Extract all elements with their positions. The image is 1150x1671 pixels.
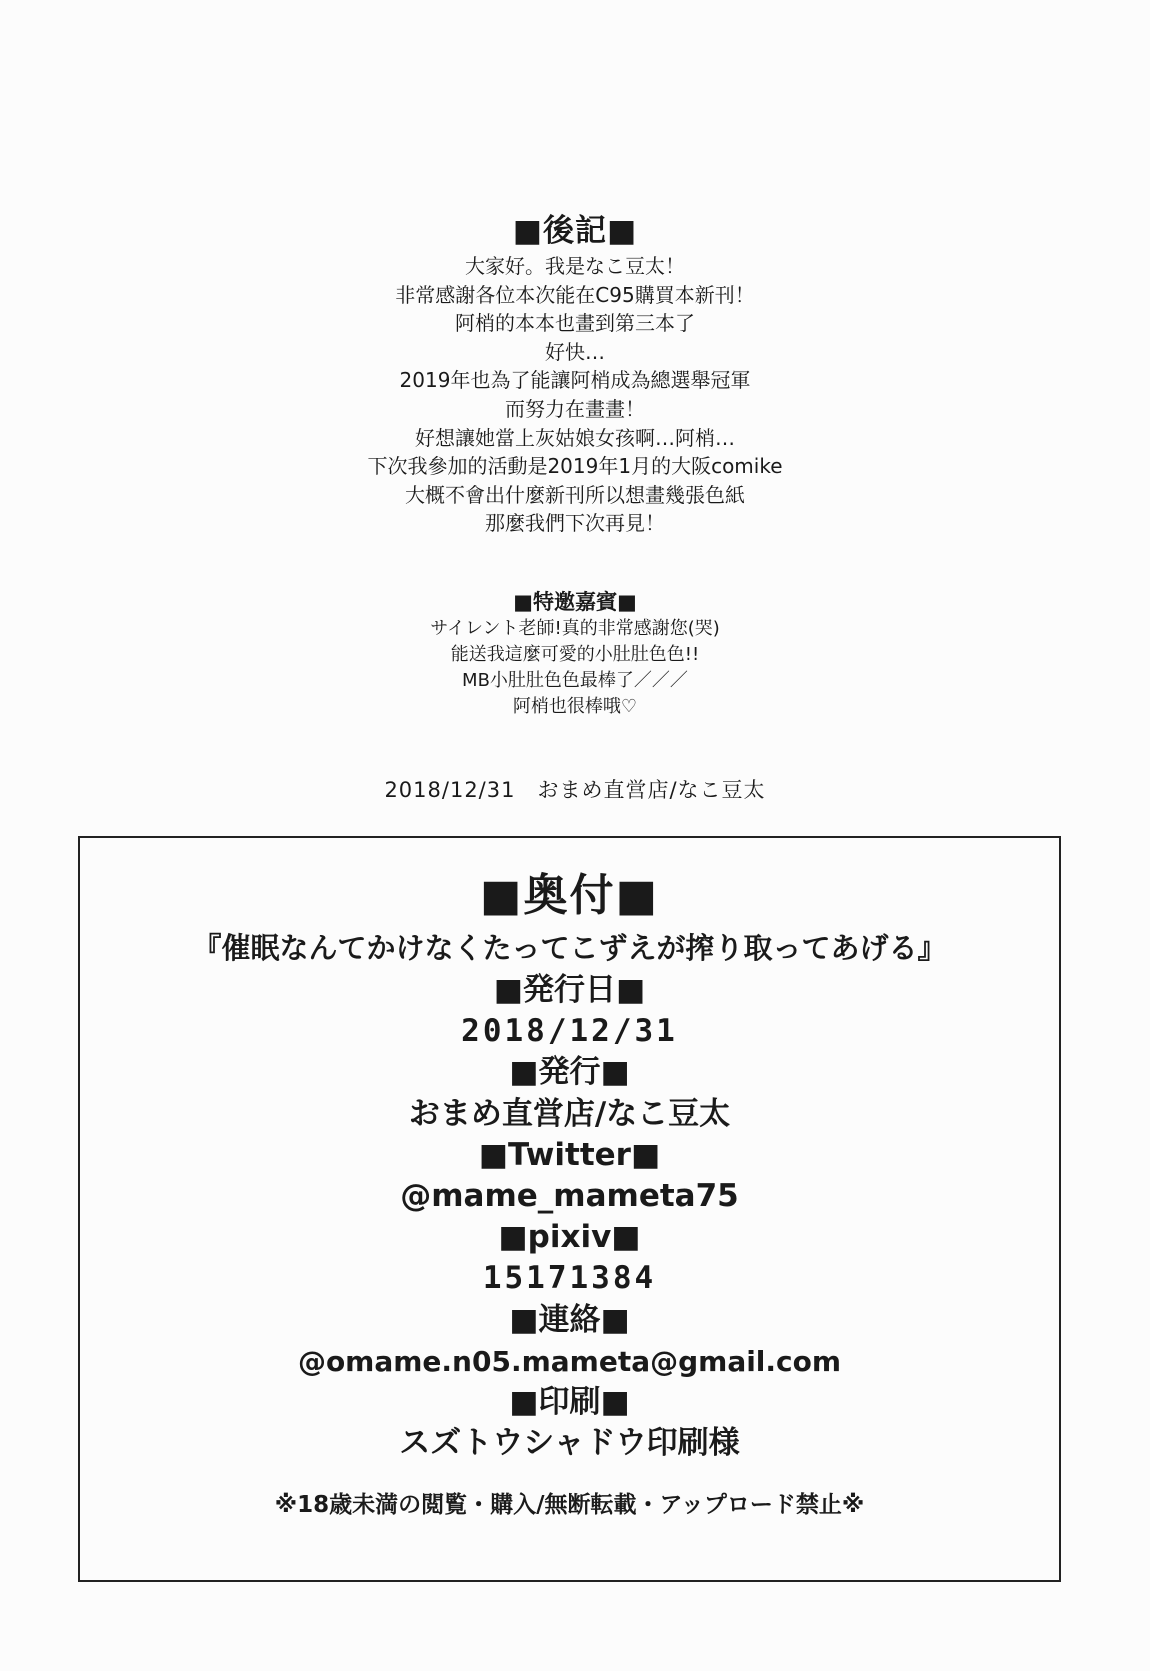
- afterword-line: 大家好。我是なこ豆太！: [465, 254, 685, 278]
- afterword-line: 阿梢的本本也畫到第三本了: [455, 311, 695, 336]
- afterword-line: 那麼我們下次再見！: [485, 511, 665, 536]
- publish-date: 2018/12/31: [461, 1013, 678, 1050]
- work-title: 『催眠なんてかけなくたってこずえが搾り取ってあげる』: [192, 931, 947, 965]
- contact-email: @omame.n05.mameta@gmail.com: [297, 1344, 842, 1378]
- guest-line: 能送我這麼可愛的小肚肚色色!!: [450, 644, 700, 665]
- guest-heading: ■特邀嘉賓■: [513, 590, 637, 614]
- afterword-line: 而努力在畫畫！: [505, 396, 645, 421]
- pixiv-heading: ■pixiv■: [498, 1219, 641, 1256]
- contact-heading: ■連絡■: [509, 1301, 630, 1338]
- afterword-line: 非常感謝各位本次能在C95購買本新刊！: [395, 282, 755, 307]
- age-restriction-notice: ※18歳未満の閲覧・購入/無断転載・アップロード禁止※: [274, 1492, 865, 1519]
- afterword-text: [0, 252, 1150, 538]
- afterword-line: 2019年也為了能讓阿梢成為總選舉冠軍: [399, 368, 751, 393]
- guest-section: [0, 588, 1150, 720]
- guest-line: MB小肚肚色色最棒了／／／: [462, 670, 688, 691]
- colophon-box: [78, 836, 1061, 1582]
- guest-line: サイレント老師!真的非常感謝您(哭): [430, 618, 720, 639]
- twitter-heading: ■Twitter■: [478, 1136, 661, 1173]
- colophon-title: ■奥付■: [479, 870, 660, 921]
- afterword-heading: ■後記■: [512, 213, 638, 249]
- afterword-section: [0, 212, 1150, 538]
- pixiv-id: 15171384: [482, 1260, 657, 1297]
- afterword-line: 好快…: [545, 339, 605, 364]
- publisher: おまめ直営店/なこ豆太: [408, 1095, 731, 1132]
- print-heading: ■印刷■: [509, 1384, 630, 1421]
- guest-line: 阿梢也很棒哦♡: [512, 696, 638, 717]
- afterword-line: 大概不會出什麼新刊所以想畫幾張色紙: [405, 482, 745, 507]
- twitter-handle: @mame_mameta75: [400, 1178, 739, 1215]
- publish-date-heading: ■発行日■: [493, 972, 646, 1008]
- printer-name: スズトウシャドウ印刷様: [399, 1425, 740, 1462]
- guest-text: [0, 616, 1150, 720]
- afterword-line: 下次我參加的活動是2019年1月的大阪comike: [367, 454, 783, 479]
- dateline: 2018/12/31 おまめ直営店/なこ豆太: [384, 778, 766, 802]
- afterword-line: 好想讓她當上灰姑娘女孩啊…阿梢…: [415, 425, 735, 450]
- publisher-heading: ■発行■: [509, 1054, 630, 1091]
